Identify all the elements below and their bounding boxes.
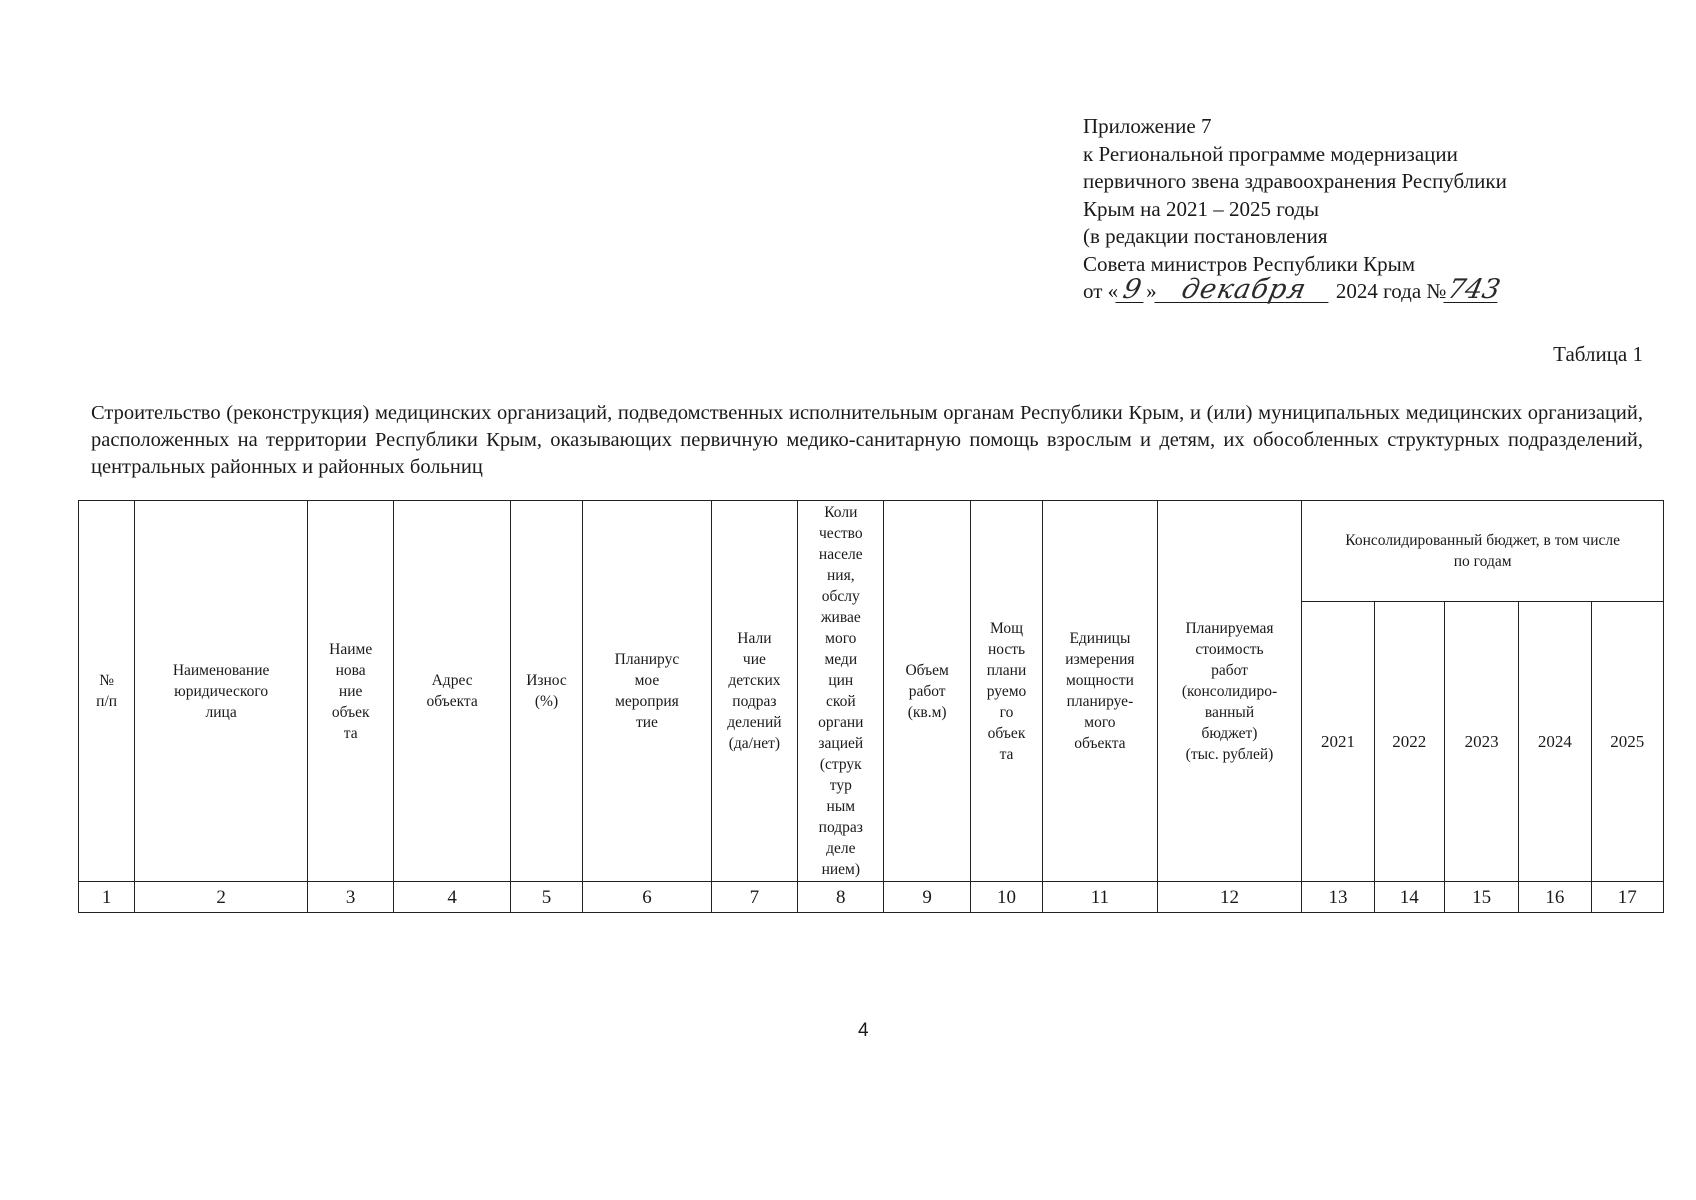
date-prefix: от « — [1083, 279, 1119, 303]
column-number: 16 — [1519, 882, 1591, 913]
header-year-2022: 2022 — [1374, 602, 1444, 882]
header-object-name: Наиме нова ние объек та — [307, 501, 393, 882]
construction-table — [78, 500, 1664, 913]
column-number: 13 — [1302, 882, 1374, 913]
header-row-number: № п/п — [79, 501, 135, 882]
date-quote: » — [1146, 279, 1157, 303]
header-year-2025: 2025 — [1591, 602, 1663, 882]
column-number: 8 — [798, 882, 884, 913]
header-year-2021: 2021 — [1302, 602, 1374, 882]
handwritten-day: 9 — [1115, 278, 1148, 303]
column-number: 1 — [79, 882, 135, 913]
header-year-2024: 2024 — [1519, 602, 1591, 882]
annex-line-4: Крым на 2021 – 2025 годы — [1083, 196, 1319, 221]
document-title: Строительство (реконструкция) медицинских организаций, подведомственных исполнительным органам Республики Крым, и (или) муниципальных медицинских организаций, расположенных на территории Республики Крым, оказывающих первичную медико-санитарную помощь взрослым и детям, их обособленных структурных подразделений, центральных районных и районных больниц — [91, 402, 1643, 478]
column-number: 14 — [1374, 882, 1444, 913]
header-consolidated-budget: Консолидированный бюджет, в том числе по годам — [1302, 501, 1664, 602]
header-object-address: Адрес объекта — [394, 501, 511, 882]
header-served-population: Коли чество населе ния, обслу живае мого меди цин ской органи зацией (струк тур ным подраз деле нием) — [798, 501, 884, 882]
annex-line-3: первичного звена здравоохранения Республики — [1083, 169, 1507, 193]
column-number: 11 — [1043, 882, 1158, 913]
column-number: 12 — [1157, 882, 1302, 913]
annex-line-5: (в редакции постановления — [1083, 224, 1328, 248]
column-number: 6 — [583, 882, 712, 913]
table-label: Таблица 1 — [1553, 342, 1643, 366]
page-number: 4 — [858, 1020, 869, 1041]
header-work-volume: Объем работ (кв.м) — [884, 501, 970, 882]
resolution-date-line — [1083, 274, 1643, 306]
column-number: 9 — [884, 882, 970, 913]
header-planned-capacity: Мощ ность плани руемо го объек та — [970, 501, 1042, 882]
column-number: 4 — [394, 882, 511, 913]
column-number: 2 — [135, 882, 308, 913]
column-number: 17 — [1591, 882, 1663, 913]
header-planned-activity: Планирус мое мероприя тие — [583, 501, 712, 882]
handwritten-month: декабря — [1154, 278, 1333, 303]
annex-line-6: Совета министров Республики Крым — [1083, 251, 1416, 276]
column-number: 10 — [970, 882, 1042, 913]
header-year-2023: 2023 — [1444, 602, 1518, 882]
column-number: 5 — [510, 882, 582, 913]
handwritten-resolution-number: 743 — [1445, 274, 1504, 305]
annex-line-1: Приложение 7 — [1083, 114, 1212, 138]
header-children-units: Нали чие детских подраз делений (да/нет) — [711, 501, 797, 882]
column-number: 3 — [307, 882, 393, 913]
annex-line-2: к Региональной программе модернизации — [1083, 141, 1458, 166]
header-planned-cost: Планируемая стоимость работ (консолидиро- ванный бюджет) (тыс. рублей) — [1157, 501, 1302, 882]
column-number: 7 — [711, 882, 797, 913]
header-capacity-units: Единицы измерения мощности планируе- мого объекта — [1043, 501, 1158, 882]
header-wear: Износ (%) — [510, 501, 582, 882]
column-number: 15 — [1444, 882, 1518, 913]
date-year-text: 2024 года № — [1335, 279, 1447, 303]
annex-header — [1083, 113, 1643, 306]
header-legal-entity-name: Наименование юридического лица — [135, 501, 308, 882]
column-numbering-row — [79, 882, 1664, 913]
